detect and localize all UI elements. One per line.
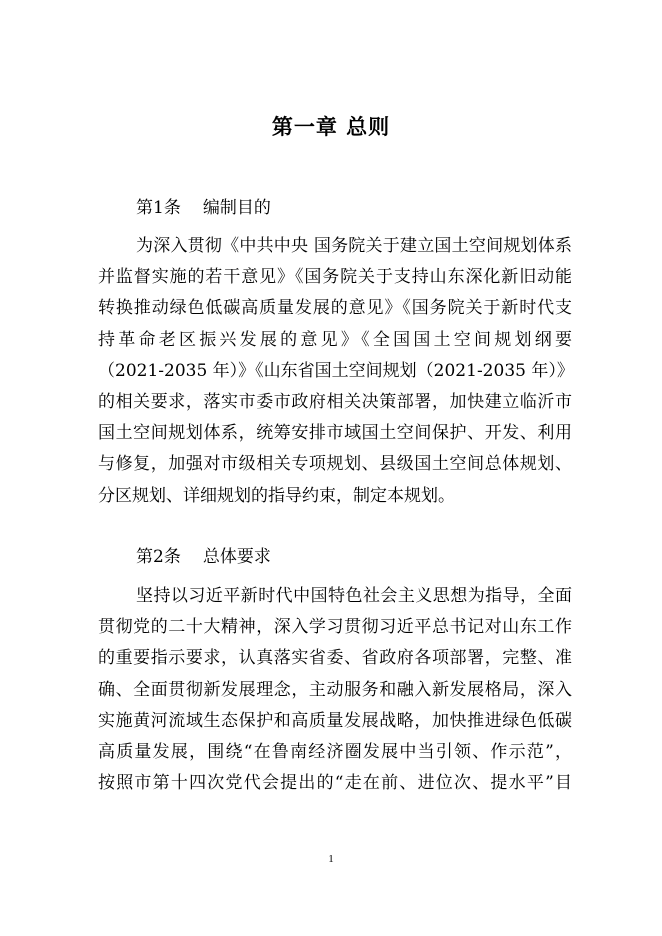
article-1-heading	[136, 196, 271, 220]
article-2-heading	[136, 545, 271, 569]
paragraph-line: 确、全面贯彻新发展理念，主动服务和融入新发展格局，深入	[98, 679, 572, 700]
paragraph-line: 持革命老区振兴发展的意见》《全国国土空间规划纲要	[98, 329, 572, 350]
paragraph-line: 并监督实施的若干意见》《国务院关于支持山东深化新旧动能	[98, 267, 572, 288]
paragraph-line: 按照市第十四次党代会提出的“走在前、进位次、提水平”目	[98, 773, 572, 794]
paragraph-line: 转换推动绿色低碳高质量发展的意见》《国务院关于新时代支	[98, 298, 572, 319]
article-1-number: 第1条	[136, 198, 181, 218]
paragraph-line: 为深入贯彻《中共中央 国务院关于建立国土空间规划体系	[136, 236, 572, 256]
article-2-title: 总体要求	[202, 547, 271, 567]
paragraph-line: 的重要指示要求，认真落实省委、省政府各项部署，完整、准	[98, 648, 572, 669]
page-number: 1	[328, 853, 334, 865]
article-1-body	[98, 231, 572, 512]
article-2-body	[98, 581, 572, 799]
paragraph-line: 国土空间规划体系，统筹安排市域国土空间保护、开发、利用	[98, 423, 572, 444]
paragraph-line: 的相关要求，落实市委市政府相关决策部署，加快建立临沂市	[98, 391, 572, 412]
paragraph-line: 贯彻党的二十大精神，深入学习贯彻习近平总书记对山东工作	[98, 617, 572, 638]
paragraph-line: 坚持以习近平新时代中国特色社会主义思想为指导，全面	[136, 586, 572, 606]
article-1-title: 编制目的	[202, 198, 271, 218]
paragraph-line: 实施黄河流域生态保护和高质量发展战略，加快推进绿色低碳	[98, 710, 572, 731]
paragraph-line: （2021-2035 年）》《山东省国土空间规划（2021-2035 年）》	[98, 360, 574, 381]
paragraph-line: 高质量发展，围绕“在鲁南经济圈发展中当引领、作示范”，	[98, 741, 572, 762]
chapter-title: 第一章 总则	[271, 114, 391, 139]
paragraph-line: 分区规划、详细规划的指导约束，制定本规划。	[98, 485, 455, 506]
paragraph-line: 与修复，加强对市级相关专项规划、县级国土空间总体规划、	[98, 454, 572, 475]
article-2-number: 第2条	[136, 547, 181, 567]
